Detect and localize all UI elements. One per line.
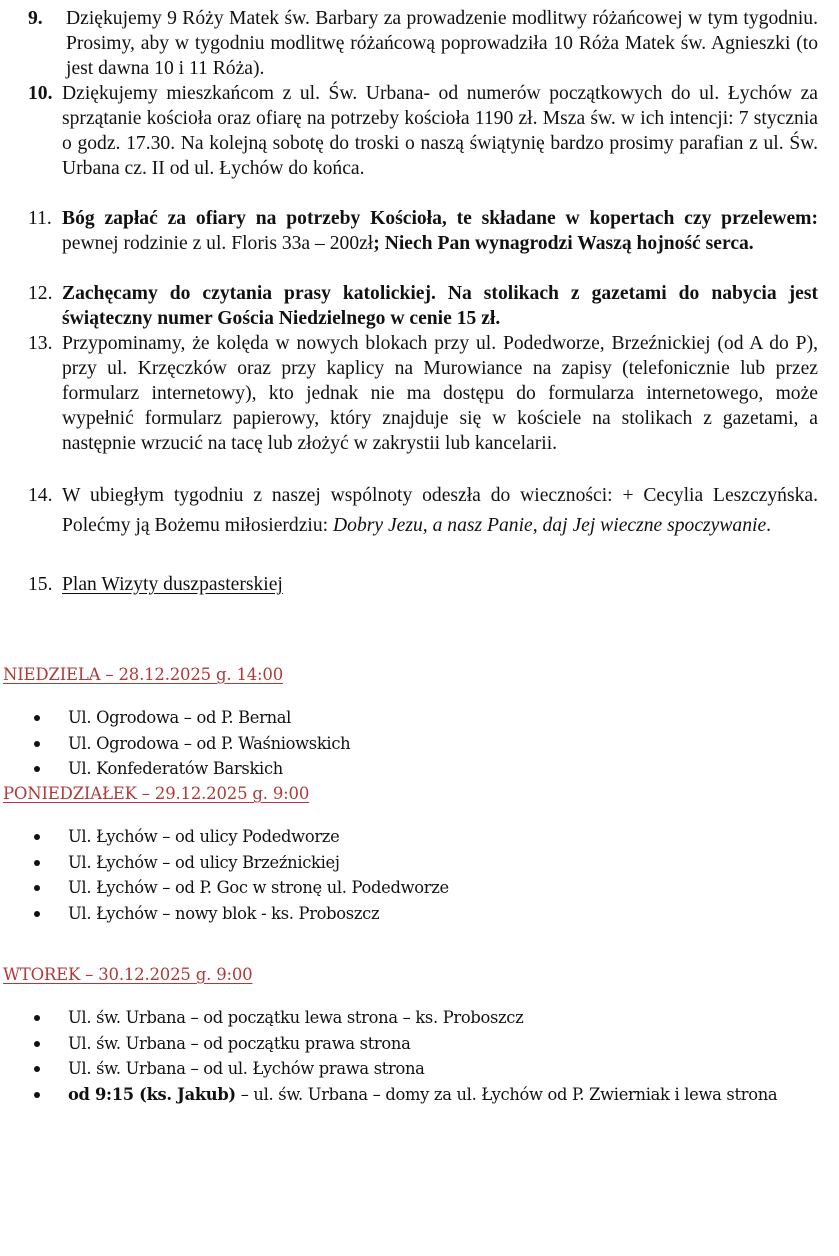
announcement-text: Dziękujemy 9 Róży Matek św. Barbary za prowadzenie modlitwy różańcowej w tym tygodniu. Prosimy, aby w tygodniu modlitwę różańcową poprowadziła 10 Róża Matek św. Agnieszki (to jest dawna 10 i 11 Róża).: [66, 8, 818, 79]
prayer-text: Dobry Jezu, a nasz Panie, daj Jej wieczne spoczywanie: [333, 515, 767, 536]
list-item-text: Ul. św. Urbana – od początku prawa strona: [68, 1033, 411, 1053]
announcement-text: Zachęcamy do czytania prasy katolickiej. Na stolikach z gazetami do nabycia jest świąteczny numer Gościa Niedzielnego w cenie 15 zł.: [62, 283, 818, 329]
bullet-icon: [34, 1015, 40, 1021]
list-item: [0, 875, 830, 901]
announcement-13: [28, 331, 818, 456]
announcement-number: 15.: [28, 574, 53, 595]
announcement-number: 11.: [28, 208, 52, 229]
announcement-number: 14.: [28, 485, 53, 506]
list-item: [0, 901, 830, 927]
announcement-blessing-bold: ; Niech Pan wynagrodzi Waszą hojność serca.: [373, 233, 754, 254]
schedule-list-sunday: [0, 705, 830, 782]
list-item-text: Ul. Konfederatów Barskich: [68, 759, 283, 778]
list-item: [0, 1005, 830, 1031]
schedule-heading-monday: PONIEDZIAŁEK – 29.12.2025 g. 9:00: [3, 784, 310, 803]
list-item-text: Ul. Łychów – nowy blok - ks. Proboszcz: [68, 903, 380, 923]
announcement-14: [28, 481, 818, 541]
list-item: [0, 1031, 830, 1057]
bullet-icon: [34, 885, 40, 891]
schedule-heading-tuesday: WTOREK – 30.12.2025 g. 9:00: [3, 965, 253, 984]
announcement-15: [28, 572, 818, 597]
list-item: [0, 850, 830, 876]
schedule-heading-sunday: NIEDZIELA – 28.12.2025 g. 14:00: [3, 665, 283, 684]
bullet-icon: [34, 834, 40, 840]
schedule-list-tuesday: [0, 1005, 830, 1107]
bullet-icon: [34, 1092, 40, 1098]
bullet-icon: [34, 860, 40, 866]
bullet-icon: [34, 911, 40, 917]
list-item: [0, 1056, 830, 1082]
announcement-9: [28, 6, 818, 81]
announcement-text: Przypominamy, że kolęda w nowych blokach przy ul. Podedworze, Brzeźnickiej (od A do P), przy ul. Krzęczków oraz przy kaplicy na Murowiance na zapisy (telefonicznie lub przez formularz internetowy), kto jednak nie ma dostępu do formularza internetowego, może wypełnić formularz papierowy, który znajduje się w kościele na stolikach z gazetami, a następnie wrzucić na tacę lub złożyć w zakrystii lub kancelarii.: [62, 333, 818, 454]
list-item-text: Ul. Łychów – od P. Goc w stronę ul. Podedworze: [68, 878, 449, 897]
announcement-number: 13.: [28, 333, 53, 354]
announcement-text: Dziękujemy mieszkańcom z ul. Św. Urbana- od numerów początkowych do ul. Łychów za sprzątanie kościoła oraz ofiarę na potrzeby kościoła 1190 zł. Msza św. w ich intencji: 7 stycznia o godz. 17.30. Na kolejną sobotę do troski o naszą świątynię bardzo prosimy parafian z ul. Św. Urbana cz. II od ul. Łychów do końca.: [62, 83, 818, 179]
list-item: [0, 731, 830, 757]
bullet-icon: [34, 1066, 40, 1072]
bullet-icon: [34, 715, 40, 721]
bullet-icon: [34, 1041, 40, 1047]
list-item: [0, 824, 830, 850]
list-item-text: – ul. św. Urbana – domy za ul. Łychów od P. Zwierniak i lewa strona: [235, 1084, 778, 1104]
announcement-text: W ubiegłym tygodniu z naszej wspólnoty odeszła do wieczności: + Cecylia Leszczyńska. Polećmy ją Bożemu miłosierdziu:: [62, 485, 818, 536]
announcement-11: [28, 206, 818, 256]
bullet-icon: [34, 766, 40, 772]
list-item: [0, 756, 830, 782]
list-item-text: Ul. Ogrodowa – od P. Bernal: [68, 708, 292, 727]
list-item-text: Ul. Łychów – od ulicy Brzeźnickiej: [68, 852, 340, 872]
list-item-time-prefix: od 9:15 (ks. Jakub): [68, 1084, 236, 1104]
list-item-text: Ul. Łychów – od ulicy Podedworze: [68, 827, 340, 846]
announcement-10: [28, 81, 818, 181]
announcement-number: 10.: [28, 83, 53, 104]
announcement-number: 9.: [28, 8, 43, 29]
schedule-list-monday: [0, 824, 830, 926]
list-item-text: Ul. św. Urbana – od początku lewa strona – ks. Proboszcz: [68, 1008, 524, 1027]
list-item-text: Ul. św. Urbana – od ul. Łychów prawa strona: [68, 1059, 425, 1078]
list-item-text: Ul. Ogrodowa – od P. Waśniowskich: [68, 733, 351, 753]
announcement-12: [28, 281, 818, 331]
bullet-icon: [34, 741, 40, 747]
announcement-donor: pewnej rodzinie z ul. Floris 33a – 200zł: [62, 233, 374, 254]
period: .: [766, 515, 772, 536]
list-item: [0, 1082, 830, 1108]
announcement-thanks-bold: Bóg zapłać za ofiary na potrzeby Kościoła, te składane w kopertach czy przelewem:: [62, 208, 818, 229]
visit-plan-link[interactable]: Plan Wizyty duszpasterskiej: [62, 574, 283, 595]
list-item: [0, 705, 830, 731]
announcement-number: 12.: [28, 283, 53, 304]
